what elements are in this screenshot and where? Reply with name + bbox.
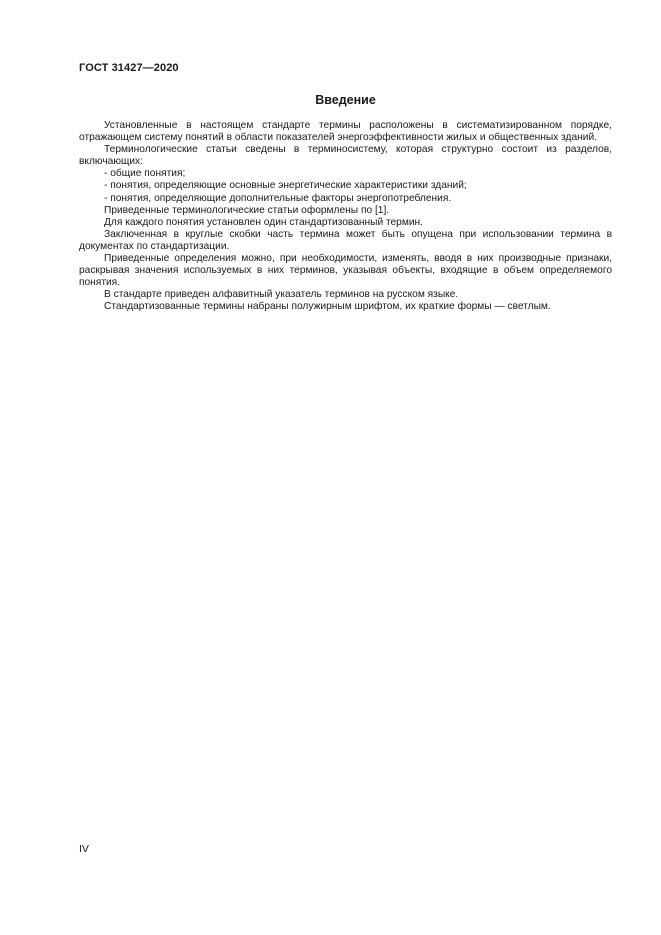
paragraph-4: Для каждого понятия установлен один стандартизованный термин. <box>104 216 423 228</box>
list-item-3: - понятия, определяющие дополнительные факторы энергопотребления. <box>104 192 452 204</box>
paragraph-2: Терминологические статьи сведены в терминосистему, которая структурно состоит из разделов, включающих: <box>79 144 612 168</box>
page-number: IV <box>79 843 89 855</box>
document-header: ГОСТ 31427—2020 <box>79 62 179 74</box>
paragraph-6: Приведенные определения можно, при необходимости, изменять, вводя в них производные признаки, раскрывая значения используемых в них терминов, указывая объекты, входящие в объем определяемого понятия. <box>79 253 612 289</box>
paragraph-7: В стандарте приведен алфавитный указатель терминов на русском языке. <box>104 289 459 301</box>
paragraph-5: Заключенная в круглые скобки часть термина может быть опущена при использовании термина в документах по стандартизации. <box>79 228 612 252</box>
introduction-body <box>79 120 612 314</box>
section-title: Введение <box>315 93 376 107</box>
list-item-1: - общие понятия; <box>104 168 186 180</box>
paragraph-3: Приведенные терминологические статьи оформлены по [1]. <box>104 204 390 216</box>
list-item-2: - понятия, определяющие основные энергетические характеристики зданий; <box>104 180 467 192</box>
paragraph-1: Установленные в настоящем стандарте термины расположены в систематизированном порядке, отражающем систему понятий в области показателей энергоэффективности жилых и общественных зданий. <box>79 120 612 144</box>
paragraph-8: Стандартизованные термины набраны полужирным шрифтом, их краткие формы — светлым. <box>104 301 551 313</box>
